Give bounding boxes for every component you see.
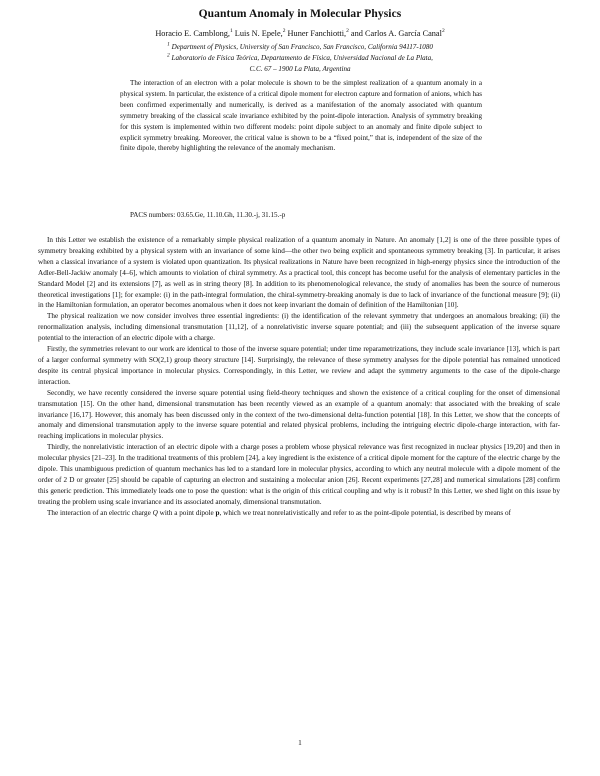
affiliation-2 [0, 53, 600, 63]
body-paragraph: In this Letter we establish the existence of a remarkably simple physical realization of a quantum anomaly in Nature. An anomaly [1,2] is one of the three possible types of symmetry breaking exhibited by a physical system with an invariance of some kind—the other two being explicit and spontaneous symmetry breaking [3]. In particular, it arises when a classical invariance of a system is violated upon quantization. Its physical realizations in Nature have been recognized in high-energy physics since the introduction of the Adler-Bell-Jackiw anomaly [4–6], which amounts to violation of chiral symmetry. As a practical tool, this concept has become useful for the analysis of elementary particles in the Standard Model [2] and its extensions [7], as well as in string theory [8]. In addition to its phenomenological relevance, the study of anomalies has been the source of numerous theoretical investigations [1]; for example: (i) in the path-integral formulation, the chiral-symmetry-breaking anomaly is due to lack of invariance of the functional measure [9]; (ii) in the Hamiltonian formulation, an operator becomes anomalous when it does not keep invariant the domain of definition of the Hamiltonian [10]. [38, 236, 560, 310]
author-name: Luis N. Epele, [232, 29, 283, 38]
affiliation-2-continued: C.C. 67 – 1900 La Plata, Argentina [249, 65, 351, 73]
affiliation-mark: 2 [167, 52, 170, 59]
body-paragraph: The physical realization we now consider involves three essential ingredients: (i) the identification of the relevant symmetry that undergoes an anomalous breaking; (ii) the renormalization analysis, including dimensional transmutation [11,12], of a nonrelativistic inverse square potential; and (iii) the subsequent application of the inverse square potential to the interaction of an electric dipole with a charge. [38, 312, 560, 343]
body-paragraph: Firstly, the symmetries relevant to our work are identical to those of the inverse square potential; under time reparametrizations, they include scale invariance [13], which is part of a larger conformal symmetry with SO(2,1) group theory structure [14]. Surprisingly, the relevance of these symmetry analyses for the dipole potential has remained unnoticed despite its central physical importance in molecular physics. Correspondingly, in this Letter, we review and adapt the symmetry arguments to the case of the dipole-charge interaction. [38, 345, 560, 386]
author-affil-mark: 2 [346, 28, 349, 35]
paper-title: Quantum Anomaly in Molecular Physics [198, 8, 402, 20]
author-name: and Carlos A. García Canal [348, 29, 442, 38]
text-fragment: , which we treat nonrelativistically and refer to as the point-dipole potential, is described by means of [219, 508, 511, 517]
body-paragraph-last [38, 508, 560, 519]
affiliation-mark: 1 [167, 41, 170, 48]
author-name: Huner Fanchiotti, [285, 29, 347, 38]
text-fragment: with a point dipole [157, 508, 216, 517]
affiliation-text: Department of Physics, University of San Francisco, San Francisco, California 94117-1080 [169, 43, 433, 51]
text-fragment: The interaction of an electric charge [47, 508, 153, 517]
charge-symbol: Q [152, 508, 158, 517]
pacs-numbers: PACS numbers: 03.65.Ge, 11.10.Gh, 11.30.-j, 31.15.-p [130, 211, 286, 219]
author-affil-mark: 2 [441, 28, 445, 35]
author-affil-mark: 1 [229, 28, 233, 35]
affiliation-1 [0, 42, 600, 52]
author-affil-mark: 2 [282, 28, 286, 35]
dipole-symbol: p [215, 508, 220, 517]
body-text [38, 235, 560, 519]
body-paragraph: Secondly, we have recently considered the inverse square potential using field-theory techniques and shown the existence of a critical coupling for the onset of dimensional transmutation [15]. On the other hand, dimensional transmutation has been recently viewed as an example of a quantum anomaly: that associated with the breaking of scale invariance [16,17]. However, this anomaly has been discussed only in the context of the two-dimensional delta-function potential [18]. In this Letter, we show that the concepts of anomaly and dimensional transmutation apply to the inverse square potential and related physical problems, including the intriguing electric dipole-charge interaction, with far-reaching implications in molecular physics. [38, 388, 560, 441]
abstract: The interaction of an electron with a polar molecule is shown to be the simplest realization of a quantum anomaly in a physical system. In particular, the existence of a critical dipole moment for electron capture and formation of anions, which has been confirmed experimentally and numerically, is derived as a manifestation of the anomaly associated with quantum symmetry breaking of the classical scale invariance exhibited by the point-dipole interaction. Analysis of symmetry breaking for this system is implemented within two different models: point dipole subject to an anomaly and finite dipole subject to explicit symmetry breaking. Moreover, the critical value is shown to be a “fixed point,” that is, independent of the size of the finite dipole, thereby highlighting the relevance of the anomaly mechanism. [120, 79, 482, 153]
affiliation-text: Laboratorio de Física Teórica, Departamento de Física, Universidad Nacional de La Plata, [169, 54, 433, 62]
page-number: 1 [298, 738, 302, 747]
body-paragraph: Thirdly, the nonrelativistic interaction of an electric dipole with a charge poses a problem whose physical relevance was first recognized in nuclear physics [19,20] and then in molecular physics [21–23]. In the traditional treatments of this problem [24], a key ingredient is the existence of a critical dipole moment for the capture of the electric charge by the dipole. This unambiguous prediction of quantum mechanics has led to a standard lore in molecular physics, according to which any neutral molecule with a dipole moment of the order of 2 D or greater [25] should be capable of capturing an electron and sustaining a molecular anion [26]. Recent experiments [27,28] and numerical simulations [28] confirm this generic prediction. This immediately leads one to pose the question: what is the origin of this critical coupling and why is it robust? In this Letter, we shed light on this issue by treating the problem using scale invariance and its associated anomaly, dimensional transmutation. [38, 443, 560, 506]
author-name: Horacio E. Camblong, [155, 29, 230, 38]
author-list [0, 29, 600, 38]
